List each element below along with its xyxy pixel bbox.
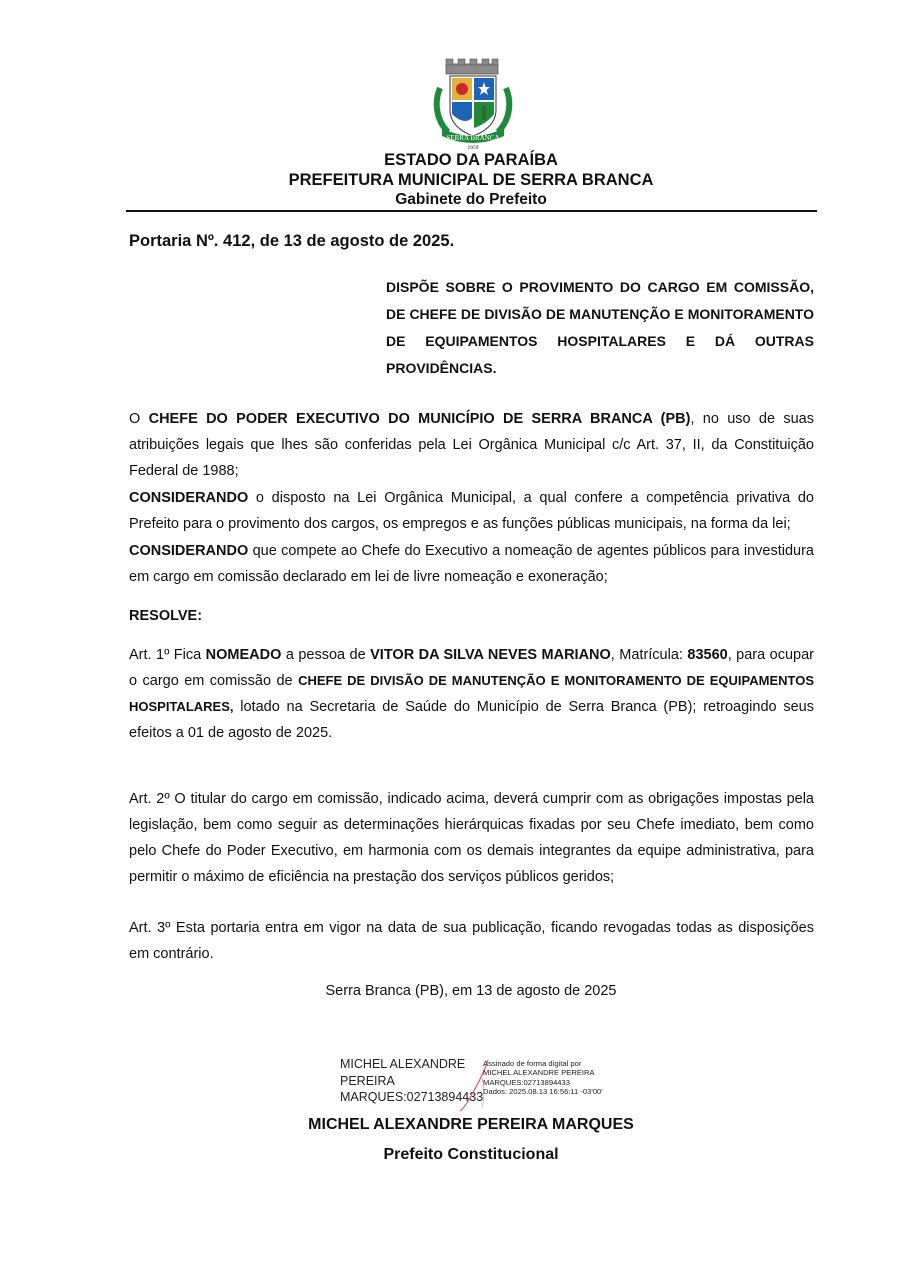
considerando-paragraph-1: CONSIDERANDO o disposto na Lei Orgânica Municipal, a qual confere a competência privativa do Prefeito para o provimento dos cargos, os empregos e as funções públicas municipais, na forma da lei; [129, 490, 814, 532]
signer-role: Prefeito Constitucional [383, 1146, 559, 1163]
signature-details: Assinado de forma digital por MICHEL ALEXANDRE PEREIRA MARQUES:02713894433 Dados: 2025.08.13 16:56:11 -03'00' [483, 1059, 603, 1097]
signature-name: MICHEL ALEXANDRE PEREIRA MARQUES:02713894433 [340, 1057, 484, 1104]
header-state: ESTADO DA PARAÍBA [384, 151, 558, 169]
document-header [126, 150, 816, 209]
article-1: Art. 1º Fica NOMEADO a pessoa de VITOR DA SILVA NEVES MARIANO, Matrícula: 83560, para ocupar o cargo em comissão de CHEFE DE DIVISÃO DE MANUTENÇÃO E MONITORAMENTO DE EQUIPAMENTOS HOSPITALARES, lotado na Secretaria de Saúde do Município de Serra Branca (PB); retroagindo seus efeitos a 01 de agosto de 2025. [129, 647, 814, 741]
header-divider [126, 210, 817, 212]
digital-signature [340, 1056, 640, 1112]
svg-text:SERRA BRANCA: SERRA BRANCA [446, 134, 500, 142]
resolve-heading: RESOLVE: [129, 608, 203, 624]
considerando-paragraph-2: CONSIDERANDO que compete ao Chefe do Executivo a nomeação de agentes públicos para investidura em cargo em comissão declarado em lei de livre nomeação e exoneração; [129, 543, 814, 585]
header-prefecture: PREFEITURA MUNICIPAL DE SERRA BRANCA [288, 171, 654, 189]
signer-name: MICHEL ALEXANDRE PEREIRA MARQUES [308, 1116, 634, 1133]
header-office: Gabinete do Prefeito [395, 191, 547, 208]
svg-text:1959: 1959 [467, 145, 479, 150]
preamble-paragraph: O CHEFE DO PODER EXECUTIVO DO MUNICÍPIO DE SERRA BRANCA (PB), no uso de suas atribuições legais que lhes são conferidas pela Lei Orgânica Municipal c/c Art. 37, II, da Constituição Federal de 1988; [129, 411, 814, 479]
article-3: Art. 3º Esta portaria entra em vigor na data de sua publicação, ficando revogadas todas as disposições em contrário. [129, 920, 814, 962]
portaria-ementa: DISPÕE SOBRE O PROVIMENTO DO CARGO EM COMISSÃO, DE CHEFE DE DIVISÃO DE MANUTENÇÃO E MONITORAMENTO DE EQUIPAMENTOS HOSPITALARES E DÁ OUTRAS PROVIDÊNCIAS. [386, 279, 814, 376]
place-date: Serra Branca (PB), em 13 de agosto de 2025 [325, 983, 617, 999]
portaria-title: Portaria Nº. 412, de 13 de agosto de 2025. [129, 232, 455, 250]
article-2: Art. 2º O titular do cargo em comissão, indicado acima, deverá cumprir com as obrigações impostas pela legislação, bem como seguir as determinações hierárquicas fixadas por seu Chefe imediato, bem como pelo Chefe do Poder Executivo, em harmonia com os demais integrantes da equipe administrativa, para permitir o máximo de eficiência na prestação dos serviços públicos geridos; [129, 791, 814, 885]
municipal-coat-of-arms-icon [430, 58, 516, 150]
